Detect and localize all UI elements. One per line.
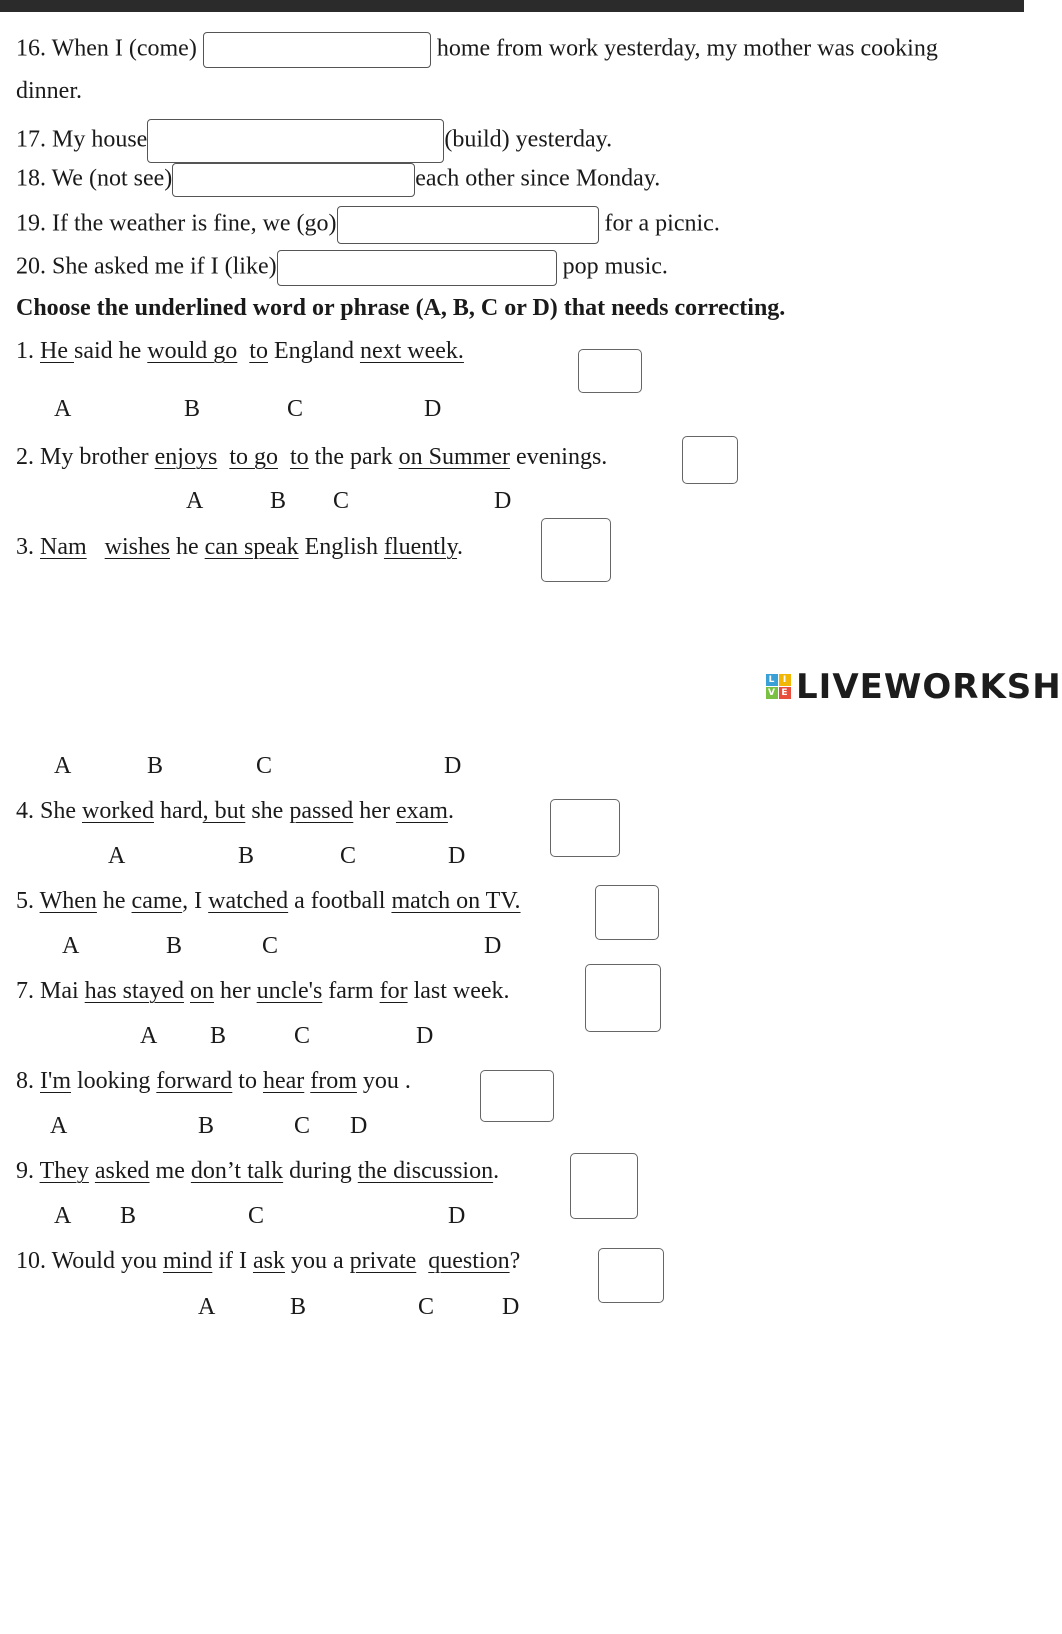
label-d: D: [350, 1113, 368, 1139]
question-8: 8. I'm looking forward to hear from you .: [16, 1068, 411, 1094]
answer-box-10[interactable]: [598, 1248, 664, 1303]
option-b-text: on: [189, 978, 214, 1004]
label-d: D: [502, 1294, 520, 1320]
option-d-text: match on TV.: [391, 888, 521, 914]
option-d-text: next week.: [359, 338, 464, 364]
question-9: 9. They asked me don’t talk during the discussion.: [16, 1158, 500, 1184]
option-d-text: fluently: [383, 534, 458, 560]
option-a-text: Nam: [40, 534, 87, 560]
option-a-text: They: [39, 1158, 89, 1184]
label-d: D: [448, 1203, 466, 1229]
question-3: 3. Nam wishes he can speak English fluently.: [16, 534, 464, 560]
option-d-text: from: [310, 1068, 357, 1094]
answer-field-16[interactable]: [203, 32, 431, 68]
question-18: 18. We (not see) each other since Monday.: [16, 163, 660, 197]
label-b: B: [120, 1203, 137, 1229]
label-c: C: [256, 753, 273, 779]
answer-field-17[interactable]: [147, 119, 444, 163]
answer-box-8[interactable]: [480, 1070, 554, 1122]
answer-box-4[interactable]: [550, 799, 620, 857]
label-b: B: [147, 753, 164, 779]
logo-tile-2: I: [779, 674, 791, 686]
question-5: 5. When he came, I watched a football match on TV.: [16, 888, 521, 914]
question-16-continuation: dinner.: [16, 78, 82, 104]
label-c: C: [294, 1023, 311, 1049]
option-a-text: worked: [82, 798, 154, 824]
answer-field-20[interactable]: [277, 250, 557, 286]
label-a: A: [62, 933, 80, 959]
option-c-text: watched: [208, 888, 289, 914]
label-a: A: [54, 396, 72, 422]
option-b-text: would go: [147, 338, 238, 364]
option-d-text: exam: [395, 798, 448, 824]
question-10: 10. Would you mind if I ask you a private question?: [16, 1248, 521, 1274]
option-c-text: uncle's: [256, 978, 323, 1004]
option-a-text: I'm: [40, 1068, 71, 1094]
label-c: C: [333, 488, 350, 514]
option-c-text: private: [349, 1248, 417, 1274]
option-b-text: asked: [94, 1158, 150, 1184]
question-2: 2. My brother enjoys to go to the park on Summer evenings.: [16, 444, 608, 470]
option-b-text: , but: [202, 798, 246, 824]
question-4: 4. She worked hard, but she passed her exam.: [16, 798, 454, 824]
label-b: B: [198, 1113, 215, 1139]
label-b: B: [210, 1023, 227, 1049]
option-b-text: came: [131, 888, 183, 914]
option-a-text: has stayed: [84, 978, 184, 1004]
label-b: B: [184, 396, 201, 422]
question-20: 20. She asked me if I (like) pop music.: [16, 250, 668, 286]
option-d-text: on Summer: [398, 444, 510, 470]
label-d: D: [416, 1023, 434, 1049]
question-7: 7. Mai has stayed on her uncle's farm for last week.: [16, 978, 510, 1004]
question-1: 1. He said he would go to England next week.: [16, 338, 464, 364]
answer-box-3[interactable]: [541, 518, 611, 582]
option-b-text: to go: [229, 444, 278, 470]
answer-box-7[interactable]: [585, 964, 661, 1032]
label-c: C: [340, 843, 357, 869]
question-17: 17. My house (build) yesterday.: [16, 119, 612, 163]
label-b: B: [238, 843, 255, 869]
option-b-text: wishes: [104, 534, 170, 560]
logo-tile-4: E: [779, 687, 791, 699]
option-b-text: ask: [252, 1248, 285, 1274]
label-d: D: [424, 396, 442, 422]
liveworksheets-logo: L I V E LIVEWORKSH: [766, 667, 1062, 707]
label-d: D: [484, 933, 502, 959]
option-b-text: forward: [156, 1068, 233, 1094]
label-d: D: [448, 843, 466, 869]
section-instruction: Choose the underlined word or phrase (A, B, C or D) that needs correcting.: [16, 295, 786, 321]
answer-field-18[interactable]: [172, 163, 415, 197]
option-a-text: When: [39, 888, 97, 914]
answer-field-19[interactable]: [337, 206, 599, 244]
label-a: A: [108, 843, 126, 869]
label-d: D: [444, 753, 462, 779]
label-c: C: [294, 1113, 311, 1139]
option-a-text: mind: [162, 1248, 213, 1274]
option-a-text: enjoys: [154, 444, 218, 470]
logo-tile-1: L: [766, 674, 778, 686]
label-d: D: [494, 488, 512, 514]
label-a: A: [186, 488, 204, 514]
label-c: C: [418, 1294, 435, 1320]
label-b: B: [270, 488, 287, 514]
option-c-text: to: [290, 444, 309, 470]
option-c-text: can speak: [204, 534, 299, 560]
option-d-text: the discussion: [357, 1158, 494, 1184]
label-c: C: [287, 396, 304, 422]
label-a: A: [198, 1294, 216, 1320]
option-c-text: to: [249, 338, 268, 364]
option-c-text: don’t talk: [190, 1158, 284, 1184]
label-b: B: [290, 1294, 307, 1320]
label-c: C: [248, 1203, 265, 1229]
question-16: 16. When I (come) home from work yesterday, my mother was cooking: [16, 32, 938, 68]
answer-box-2[interactable]: [682, 436, 738, 484]
question-19: 19. If the weather is fine, we (go) for a picnic.: [16, 206, 720, 244]
label-a: A: [54, 1203, 72, 1229]
answer-box-1[interactable]: [578, 349, 642, 393]
label-a: A: [54, 753, 72, 779]
answer-box-5[interactable]: [595, 885, 659, 940]
logo-tile-3: V: [766, 687, 778, 699]
option-c-text: passed: [289, 798, 354, 824]
answer-box-9[interactable]: [570, 1153, 638, 1219]
top-edge-bar: [0, 0, 1024, 12]
liveworksheets-logo-icon: [766, 674, 792, 700]
option-c-text: hear: [262, 1068, 305, 1094]
option-d-text: for: [379, 978, 408, 1004]
option-d-text: question: [428, 1248, 510, 1274]
option-a-text: He: [40, 338, 74, 364]
label-a: A: [140, 1023, 158, 1049]
label-c: C: [262, 933, 279, 959]
label-b: B: [166, 933, 183, 959]
label-a: A: [50, 1113, 68, 1139]
